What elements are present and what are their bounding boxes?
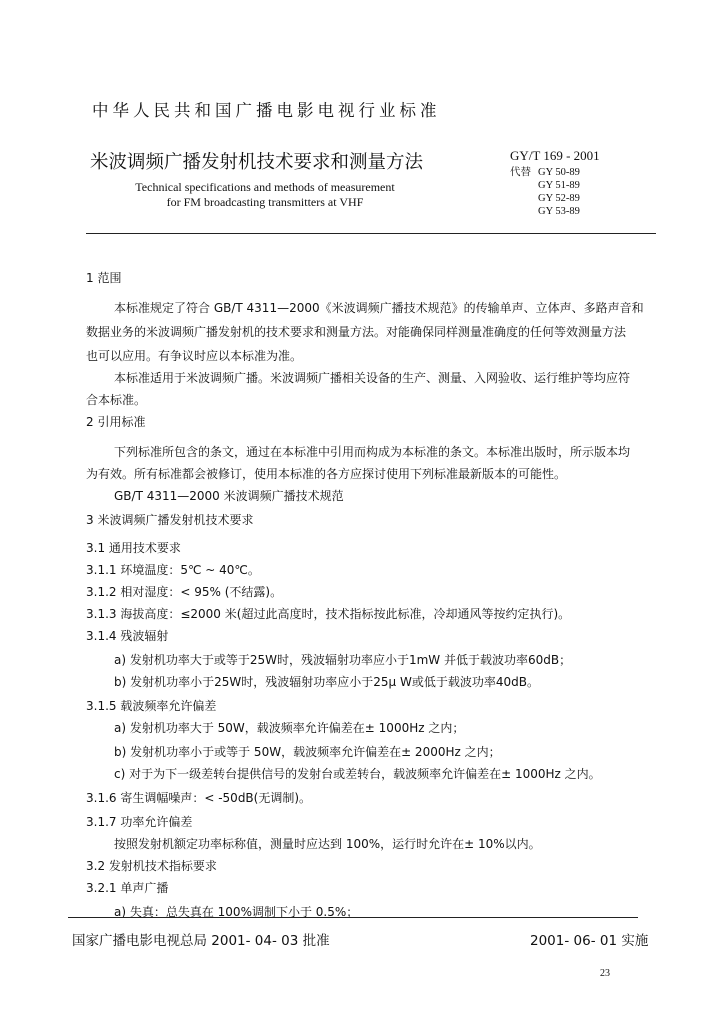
body-line-indented: 按照发射机额定功率标称值，测量时应达到 100%，运行时允许在± 10%以内。 bbox=[114, 837, 541, 851]
body-line: 2 引用标准 bbox=[86, 415, 146, 429]
body-line: 3.1.4 残波辐射 bbox=[86, 629, 169, 643]
standard-number: GY/T 169 - 2001 bbox=[510, 148, 600, 163]
body-line: 3.1.3 海拔高度：≤2000 米(超过此高度时，技术指标按此标准，冷却通风等按约定执行)。 bbox=[86, 607, 571, 621]
body-line-indented: GB/T 4311—2000 米波调频广播技术规范 bbox=[114, 489, 344, 503]
body-line: 3.2 发射机技术指标要求 bbox=[86, 859, 217, 873]
body-line-indented: a) 发射机功率大于或等于25W时，残波辐射功率应小于1mW 并低于载波功率60dB； bbox=[114, 653, 572, 667]
replaced-standard: GY 52-89 bbox=[538, 193, 580, 204]
replaces-list bbox=[538, 166, 580, 218]
body-line: 为有效。所有标准都会被修订，使用本标准的各方应探讨使用下列标准最新版本的可能性。 bbox=[86, 467, 567, 481]
english-title-line-2: for FM broadcasting transmitters at VHF bbox=[166, 195, 364, 209]
approval-line: 国家广播电影电视总局 2001- 04- 03 批准 bbox=[72, 933, 330, 949]
replaces-block bbox=[510, 166, 580, 218]
document-title: 米波调频广播发射机技术要求和测量方法 bbox=[90, 152, 424, 173]
body-line-indented: a) 发射机功率大于 50W，载波频率允许偏差在± 1000Hz 之内； bbox=[114, 721, 465, 735]
body-line: 3 米波调频广播发射机技术要求 bbox=[86, 513, 254, 527]
body-line: 3.1.6 寄生调幅噪声：< -50dB(无调制)。 bbox=[86, 791, 312, 805]
body-line: 1 范围 bbox=[86, 271, 122, 285]
body-line: 合本标准。 bbox=[86, 393, 147, 407]
body-line: 3.2.1 单声广播 bbox=[86, 881, 169, 895]
page-number: 23 bbox=[600, 968, 610, 979]
body-line: 数据业务的米波调频广播发射机的技术要求和测量方法。对能确保同样测量准确度的任何等效测量方法 bbox=[86, 325, 627, 339]
body-line-indented: 本标准适用于米波调频广播。米波调频广播相关设备的生产、测量、入网验收、运行维护等均应符 bbox=[114, 371, 631, 385]
body-line-indented: b) 发射机功率小于或等于 50W，载波频率允许偏差在± 2000Hz 之内； bbox=[114, 745, 501, 759]
replaces-label: 代替 bbox=[510, 166, 531, 178]
body-text bbox=[86, 268, 660, 919]
replaced-standard: GY 53-89 bbox=[538, 206, 580, 217]
english-title-line-1: Technical specifications and methods of measurement bbox=[135, 180, 395, 194]
body-line-indented: c) 对于为下一级差转台提供信号的发射台或差转台，载波频率允许偏差在± 1000Hz 之内。 bbox=[114, 767, 601, 781]
body-line: 也可以应用。有争议时应以本标准为准。 bbox=[86, 349, 303, 363]
footer-divider bbox=[68, 917, 638, 918]
body-line-indented: a) 失真：总失真在 100%调制下小于 0.5%； bbox=[114, 905, 359, 919]
header-divider bbox=[86, 233, 656, 234]
body-line-indented: b) 发射机功率小于25W时，残波辐射功率应小于25μ W或低于载波功率40dB。 bbox=[114, 675, 539, 689]
replaced-standard: GY 50-89 bbox=[538, 167, 580, 178]
industry-standard-heading: 中华人民共和国广播电影电视行业标准 bbox=[92, 101, 441, 120]
replaced-standard: GY 51-89 bbox=[538, 180, 580, 191]
body-line: 3.1 通用技术要求 bbox=[86, 541, 181, 555]
body-line: 3.1.7 功率允许偏差 bbox=[86, 815, 193, 829]
implementation-date: 2001- 06- 01 实施 bbox=[530, 933, 649, 949]
body-line: 3.1.5 载波频率允许偏差 bbox=[86, 699, 217, 713]
body-line: 3.1.1 环境温度：5℃ ~ 40℃。 bbox=[86, 563, 260, 577]
body-line-indented: 下列标准所包含的条文，通过在本标准中引用而构成为本标准的条文。本标准出版时，所示版本均 bbox=[114, 445, 631, 459]
body-line-indented: 本标准规定了符合 GB/T 4311—2000《米波调频广播技术规范》的传输单声、立体声、多路声音和 bbox=[114, 301, 644, 315]
body-line: 3.1.2 相对湿度：< 95% (不结露)。 bbox=[86, 585, 283, 599]
